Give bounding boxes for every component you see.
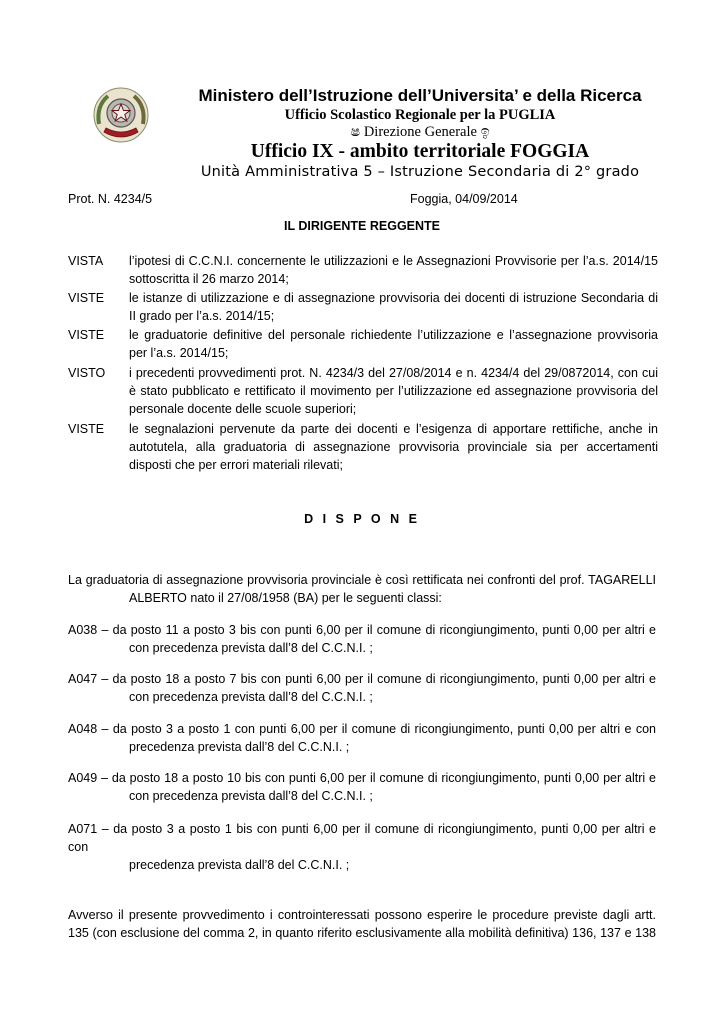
italian-republic-emblem-icon [90, 84, 152, 146]
intro-line-1: La graduatoria di assegnazione provvisoria provinciale è così rettificata nei confronti del prof. TAGARELLI [68, 573, 656, 587]
premise-item [68, 364, 658, 418]
ornament-left-icon: ෂ [350, 124, 361, 140]
correction-line-2: con precedenza prevista dall’8 del C.C.N.I. ; [129, 789, 373, 803]
protocol-number: Prot. N. 4234/5 [68, 192, 153, 206]
correction-line-1: A047 – da posto 18 a posto 7 bis con punti 6,00 per il comune di ricongiungimento, punti 0,00 per altri e [68, 672, 656, 686]
correction-line-2: con precedenza prevista dall’8 del C.C.N.I. ; [129, 641, 373, 655]
ministry-title: Ministero dell’Istruzione dell’Universita’ e della Ricerca [198, 86, 642, 105]
direction-line [150, 124, 690, 141]
correction-line-1: A048 – da posto 3 a posto 1 con punti 6,00 per il comune di ricongiungimento, punti 0,00 per altri e con [68, 722, 656, 736]
place-date: Foggia, 04/09/2014 [410, 192, 518, 206]
premise-text: le graduatorie definitive del personale richiedente l’utilizzazione e l’assegnazione provvisoria per l’a.s. 2014/15; [129, 328, 658, 360]
correction-item [68, 769, 656, 805]
premise-item [68, 252, 658, 288]
correction-line-2: precedenza prevista dall’8 del C.C.N.I. ; [129, 740, 350, 754]
correction-item [68, 720, 656, 756]
dispone-heading: D I S P O N E [304, 512, 420, 526]
closing-line-2: 135 (con esclusione del comma 2, in quanto riferito esclusivamente alla mobilità definitiva) 136, 137 e 138 [68, 926, 656, 940]
premise-keyword: VISTO [68, 366, 106, 380]
office-ix-title: Ufficio IX - ambito territoriale FOGGIA [250, 141, 590, 162]
premise-text: l’ipotesi di C.C.N.I. concernente le utilizzazioni e le Assegnazioni Provvisorie per l’a.s. 2014/15 sottoscritta il 26 marzo 2014; [129, 254, 658, 286]
correction-item [68, 621, 656, 657]
premise-item [68, 289, 658, 325]
intro-paragraph [68, 571, 656, 607]
closing-line-1: Avverso il presente provvedimento i controinteressati possono esperire le procedure previste dagli artt. [68, 908, 656, 922]
correction-line-2: con precedenza prevista dall’8 del C.C.N.I. ; [129, 690, 373, 704]
administrative-unit: Unità Amministrativa 5 – Istruzione Secondaria di 2° grado [200, 164, 640, 180]
authority-heading: IL DIRIGENTE REGGENTE [283, 219, 441, 233]
correction-line-1: A071 – da posto 3 a posto 1 bis con punti 6,00 per il comune di ricongiungimento, punti 0,00 per altri e con [68, 822, 656, 854]
correction-item [68, 670, 656, 706]
premise-item [68, 326, 658, 362]
premise-keyword: VISTE [68, 422, 105, 436]
regional-office-title: Ufficio Scolastico Regionale per la PUGLIA [284, 107, 556, 123]
premise-text: le istanze di utilizzazione e di assegnazione provvisoria dei docenti di istruzione Secondaria di II grado per l’a.s. 2014/15; [129, 291, 658, 323]
correction-line-1: A049 – da posto 18 a posto 10 bis con punti 6,00 per il comune di ricongiungimento, punti 0,00 per altri e [68, 771, 656, 785]
intro-line-2: ALBERTO nato il 27/08/1958 (BA) per le seguenti classi: [129, 591, 442, 605]
premise-text: i precedenti provvedimenti prot. N. 4234/3 del 27/08/2014 e n. 4234/4 del 29/0872014, con cui è stato pubblicato e rettificato il movimento per l’utilizzazione ed assegnazione provvisoria del personale docente delle scuole superiori; [129, 366, 658, 416]
direction-text: Direzione Generale [363, 124, 477, 140]
premise-keyword: VISTE [68, 328, 105, 342]
closing-paragraph [68, 906, 656, 942]
ornament-right-icon: ඉ [480, 124, 490, 140]
premise-keyword: VISTA [68, 254, 104, 268]
correction-line-1: A038 – da posto 11 a posto 3 bis con punti 6,00 per il comune di ricongiungimento, punti 0,00 per altri e [68, 623, 656, 637]
correction-line-2: precedenza prevista dall’8 del C.C.N.I. ; [129, 858, 350, 872]
premise-keyword: VISTE [68, 291, 105, 305]
correction-item [68, 820, 656, 874]
premise-item [68, 420, 658, 474]
premise-text: le segnalazioni pervenute da parte dei docenti e l’esigenza di apportare rettifiche, anche in autotutela, alla graduatoria di assegnazione provvisoria provinciale sia per accertamenti disposti che per errori materiali rilevati; [129, 422, 658, 472]
